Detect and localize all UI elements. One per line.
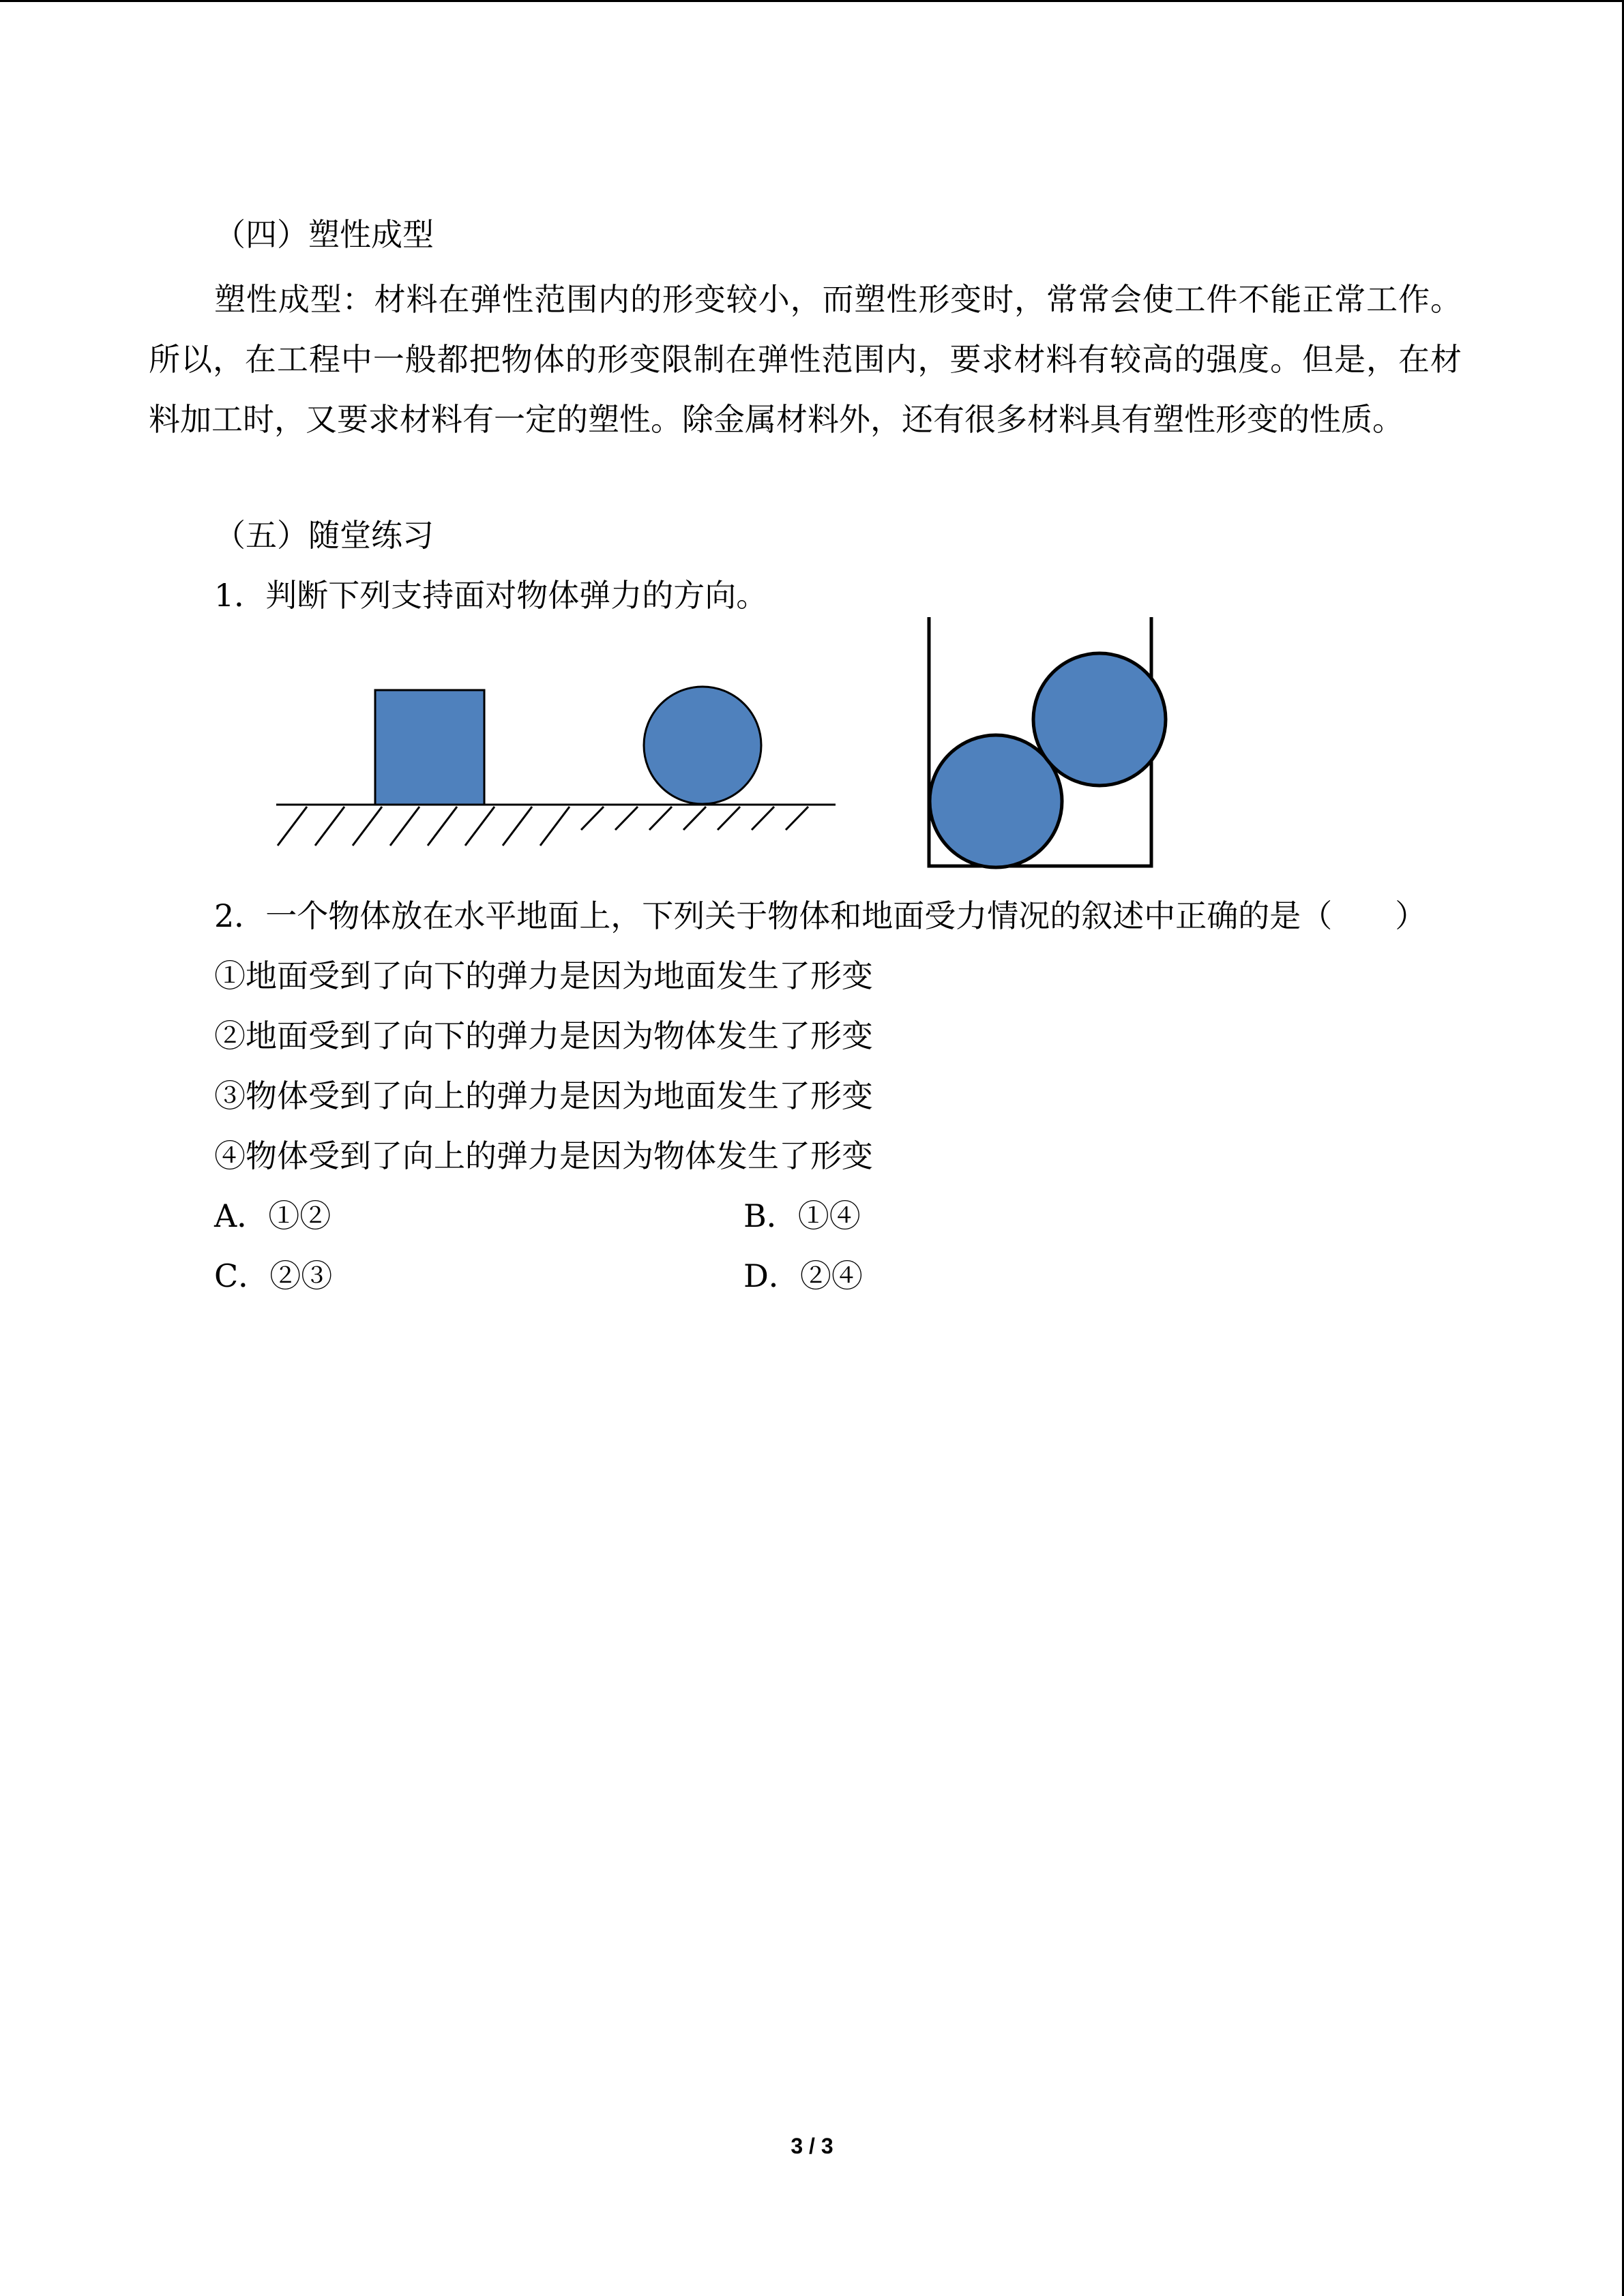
option-d: D．②④	[743, 1257, 863, 1294]
option-a: A．①②	[214, 1197, 331, 1234]
ball-circle	[644, 687, 761, 804]
question2-stem: 2．一个物体放在水平地面上，下列关于物体和地面受力情况的叙述中正确的是（ ）	[214, 897, 1427, 934]
page-top-border	[0, 0, 1624, 2]
ground-hatching-2	[581, 807, 808, 830]
ball-on-ground-diagram	[570, 687, 836, 830]
section4-paragraph: 塑性成型：材料在弹性范围内的形变较小，而塑性形变时，常常会使工件不能正常工作。所以，在工程中一般都把物体的形变限制在弹性范围内，要求材料有较高的强度。但是，在材料加工时，又要求材料有一定的塑性。除金属材料外，还有很多材料具有塑性形变的性质。	[149, 281, 1462, 438]
question1-text: 1．判断下列支持面对物体弹力的方向。	[214, 577, 768, 614]
block-square	[375, 690, 484, 805]
statement-3: ③物体受到了向上的弹力是因为地面发生了形变	[214, 1077, 873, 1114]
ground-hatching-1	[278, 807, 570, 846]
option-b: B．①④	[743, 1197, 861, 1234]
section4-heading: （四）塑性成型	[214, 216, 434, 253]
upper-ball	[1033, 653, 1166, 786]
support-force-figure	[266, 610, 1187, 883]
page-number: 3 / 3	[791, 2134, 833, 2158]
block-on-ground-diagram	[276, 690, 607, 846]
statement-2: ②地面受到了向下的弹力是因为物体发生了形变	[214, 1017, 873, 1054]
statement-4: ④物体受到了向上的弹力是因为物体发生了形变	[214, 1137, 873, 1174]
option-c: C．②③	[214, 1257, 333, 1294]
section5-heading: （五）随堂练习	[214, 517, 434, 554]
statement-1: ①地面受到了向下的弹力是因为地面发生了形变	[214, 957, 873, 994]
balls-in-container-diagram	[929, 617, 1166, 867]
